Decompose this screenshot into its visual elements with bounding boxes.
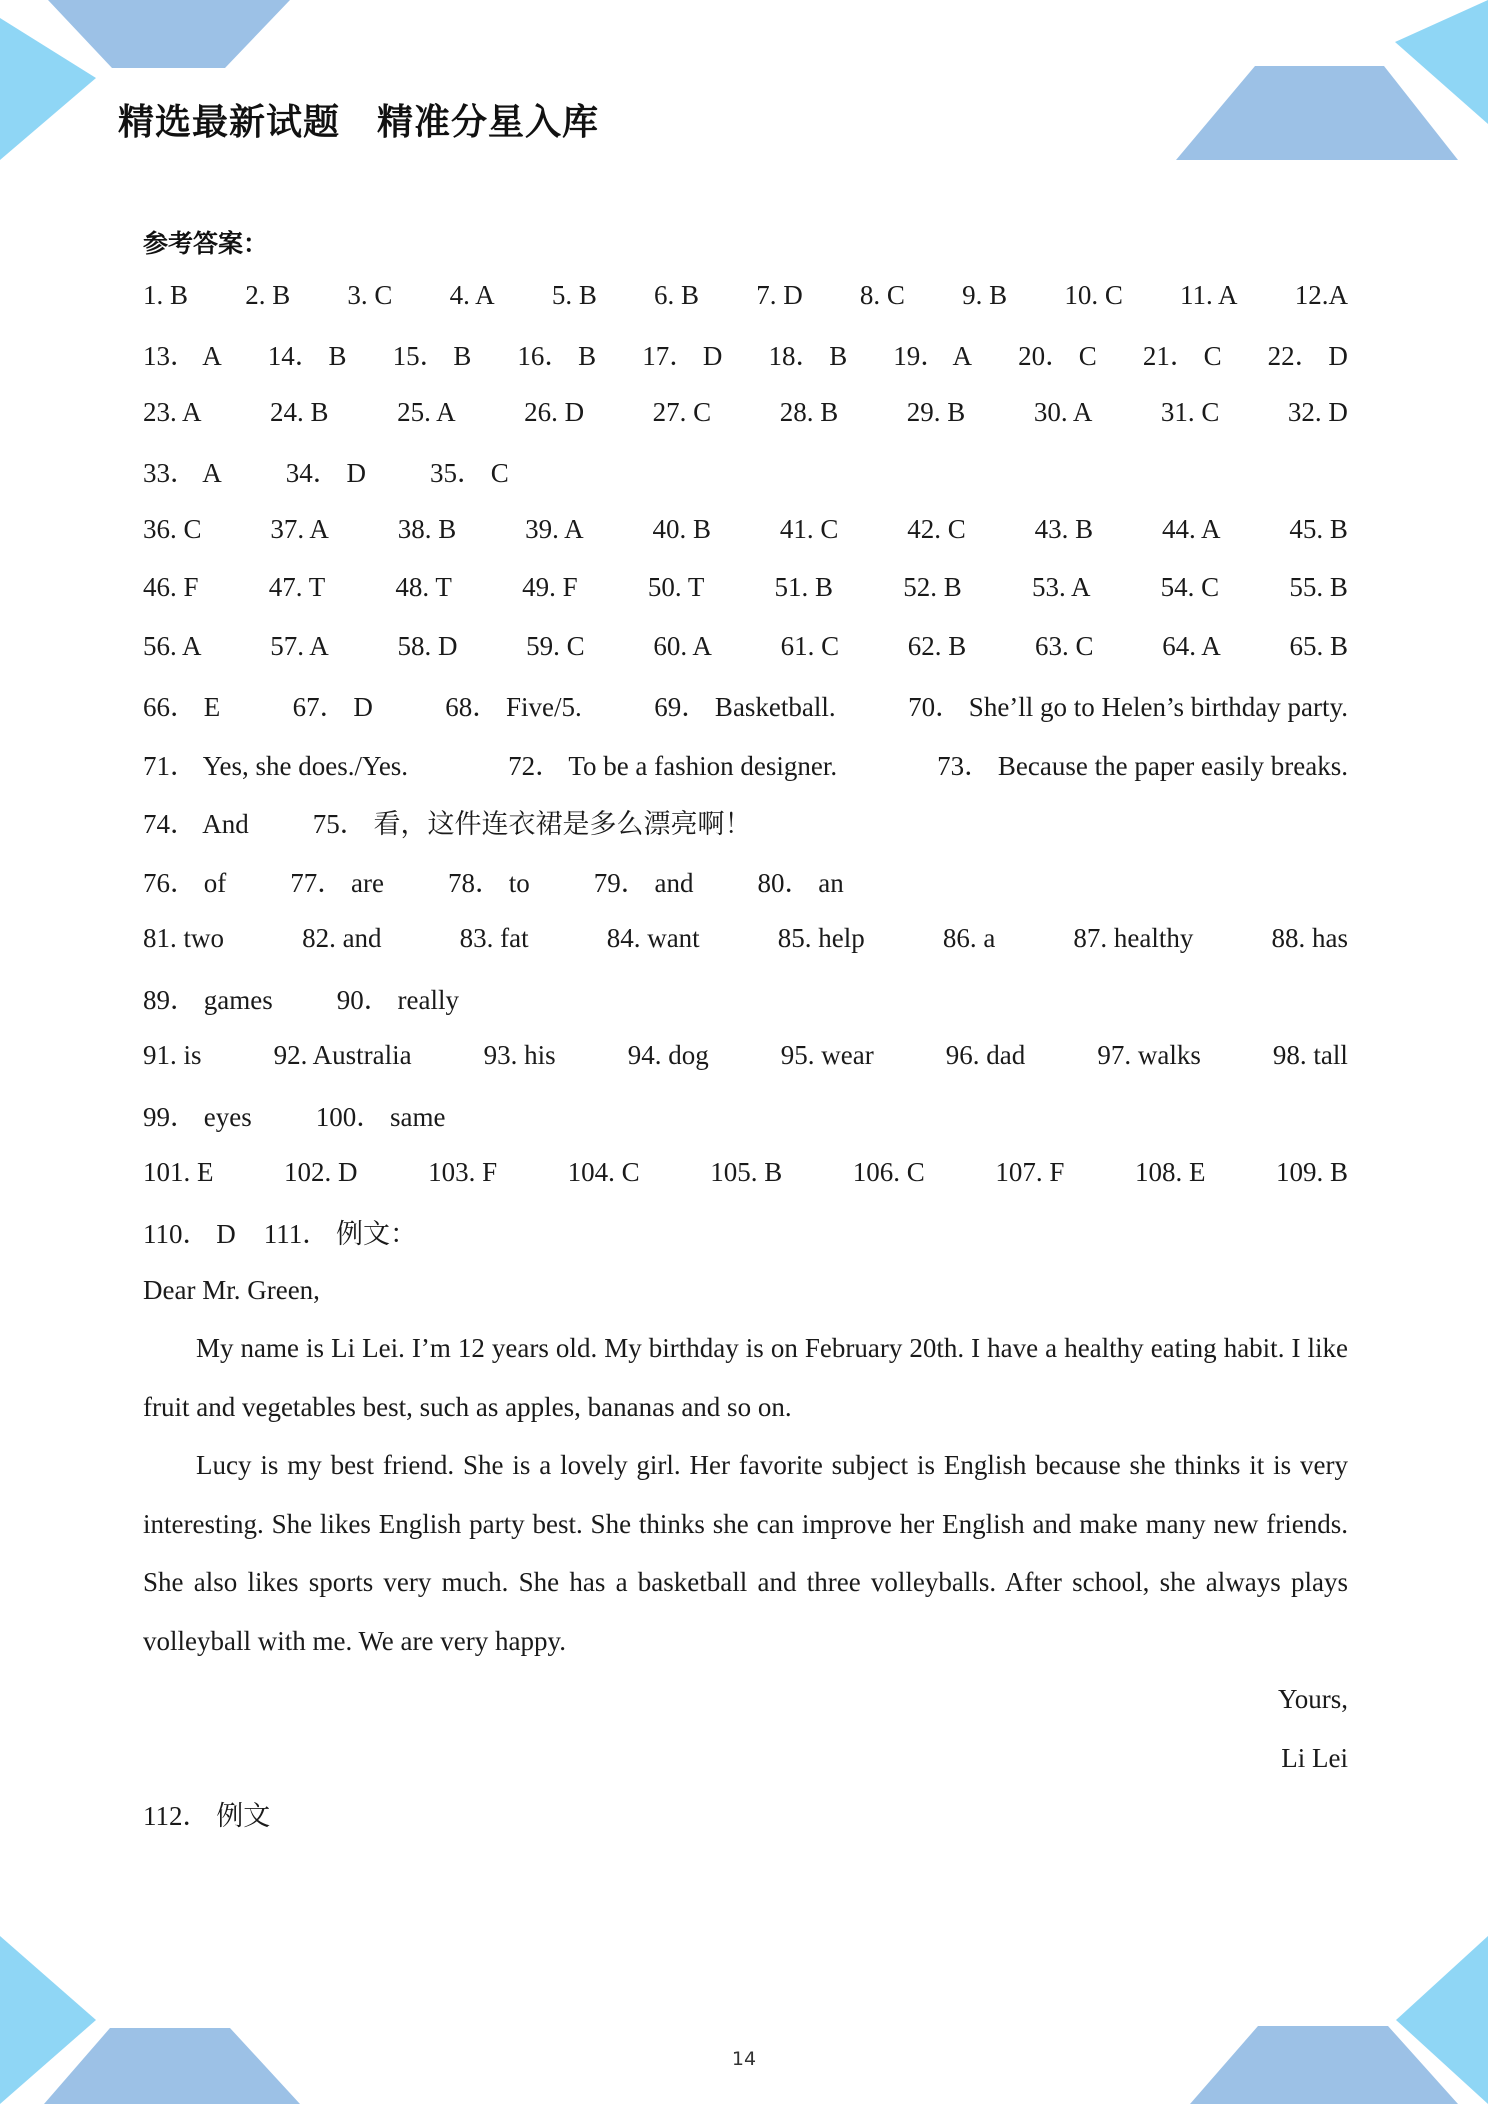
answer-item: 76． of — [143, 867, 227, 898]
answer-item: 106. C — [852, 1157, 925, 1188]
answer-item: 21． C — [1142, 341, 1222, 372]
answer-item: 19． A — [893, 341, 973, 372]
answer-item: 64. A — [1162, 630, 1221, 661]
answer-item: 103. F — [428, 1157, 498, 1188]
answer-item: 51. B — [774, 572, 834, 603]
answer-item: 26. D — [524, 396, 585, 427]
answer-item: 89． games — [143, 984, 273, 1015]
answer-item: 53. A — [1031, 572, 1091, 603]
answer-item: 47. T — [268, 572, 326, 603]
answer-content — [143, 266, 1348, 1846]
answer-row — [143, 266, 1348, 325]
answer-item: 87. healthy — [1073, 923, 1194, 954]
answer-item: 93. his — [483, 1040, 556, 1071]
essay-salutation: Dear Mr. Green, — [143, 1274, 320, 1305]
answer-item: 41. C — [779, 513, 839, 544]
answer-item: 65. B — [1289, 630, 1348, 661]
answer-item: 84. want — [606, 923, 700, 954]
header-title: 精选最新试题 精准分星入库 — [118, 102, 600, 143]
answer-item: 98. tall — [1272, 1040, 1348, 1071]
answer-item: 82. and — [302, 923, 382, 954]
answer-item: 31. C — [1160, 396, 1220, 427]
answer-item: 94. dog — [627, 1040, 709, 1071]
answer-item: 10. C — [1064, 279, 1123, 310]
answer-item: 30. A — [1033, 396, 1093, 427]
answer-item: 13． A — [143, 341, 222, 372]
answer-item: 14． B — [267, 341, 347, 372]
answer-item: 107. F — [995, 1157, 1065, 1188]
answer-item: 71． Yes, she does./Yes. — [143, 750, 409, 781]
answer-item: 81. two — [143, 923, 224, 954]
answer-item: 28. B — [779, 396, 839, 427]
answer-item: 3. C — [347, 279, 393, 310]
answer-item: 99． eyes — [143, 1101, 252, 1132]
answer-item: 2. B — [245, 279, 291, 310]
answer-item: 60. A — [653, 630, 712, 661]
answer-item: 23. A — [143, 396, 202, 427]
answer-item: 44. A — [1162, 513, 1221, 544]
answer-row — [143, 500, 1348, 559]
answer-row — [143, 793, 1348, 852]
answer-item: 73． Because the paper easily breaks. — [937, 750, 1348, 781]
answer-item: 22． D — [1267, 341, 1348, 372]
answer-item: 111． 例文： — [263, 1218, 417, 1249]
answer-item: 102. D — [284, 1157, 358, 1188]
answer-item: 74． And — [143, 809, 249, 840]
answer-item: 61. C — [780, 630, 840, 661]
answer-item: 27. C — [652, 396, 712, 427]
essay-paragraph: My name is Li Lei. I’m 12 years old. My birthday is on February 20th. I have a healthy eating habit. I like fruit and vegetables best, such as apples, bananas and so on. — [143, 1333, 1348, 1422]
answer-item: 1. B — [143, 279, 189, 310]
answer-item: 85. help — [777, 923, 865, 954]
answer-item: 11. A — [1180, 279, 1238, 310]
answer-item: 101. E — [143, 1157, 214, 1188]
decor-trapezoid-top-right — [1176, 66, 1458, 160]
page-number: 14 — [731, 2048, 757, 2070]
decor-triangle-top-left — [0, 18, 96, 160]
answer-list — [143, 266, 1348, 1261]
answer-item: 16． B — [517, 341, 597, 372]
answer-row — [143, 910, 1348, 969]
answer-item: 86. a — [942, 923, 996, 954]
answer-item: 29. B — [906, 396, 966, 427]
answer-row — [143, 968, 1348, 1027]
answer-row — [143, 676, 1348, 735]
answer-row — [143, 734, 1348, 793]
answer-row — [143, 851, 1348, 910]
answer-item: 97. walks — [1097, 1040, 1201, 1071]
answer-row — [143, 1202, 1348, 1261]
answer-item: 12.A — [1294, 279, 1348, 310]
answer-item: 42. C — [907, 513, 966, 544]
answer-item: 109. B — [1275, 1157, 1348, 1188]
answer-item: 110． D — [143, 1218, 236, 1249]
answer-item: 36. C — [143, 513, 202, 544]
answer-item: 55. B — [1289, 572, 1348, 603]
answer-item: 92. Australia — [273, 1040, 412, 1071]
answer-item: 20． C — [1018, 341, 1097, 372]
answer-item: 56. A — [143, 630, 202, 661]
answer-item: 24. B — [270, 396, 329, 427]
answer-item: 4. A — [449, 279, 495, 310]
answer-item: 35． C — [430, 458, 509, 489]
answer-item: 17． D — [642, 341, 723, 372]
answer-item: 5. B — [551, 279, 597, 310]
answer-item: 7. D — [756, 279, 803, 310]
decor-trapezoid-top-left — [48, 0, 290, 68]
answer-item: 91. is — [143, 1040, 202, 1071]
essay-paragraph: Lucy is my best friend. She is a lovely girl. Her favorite subject is English because she thinks it is very interesting. She likes English party best. She thinks she can improve her English and make many new friends. She also likes sports very much. She has a basketball and three volleyballs. After school, she always plays volleyball with me. We are very happy. — [143, 1450, 1348, 1656]
answer-item: 83. fat — [459, 923, 529, 954]
answer-item: 32. D — [1287, 396, 1348, 427]
answer-row — [143, 617, 1348, 676]
answer-item: 80． an — [757, 867, 844, 898]
answer-item: 50. T — [647, 572, 705, 603]
answer-item: 6. B — [654, 279, 700, 310]
answer-item: 43. B — [1034, 513, 1094, 544]
answer-row — [143, 325, 1348, 384]
answer-item: 66． E — [143, 692, 221, 723]
answer-item: 38. B — [397, 513, 457, 544]
answer-item: 90． really — [336, 984, 459, 1015]
answer-item: 96. dad — [945, 1040, 1026, 1071]
answer-item: 68． Five/5. — [445, 692, 582, 723]
answer-item: 67． D — [292, 692, 373, 723]
answer-item: 46. F — [143, 572, 199, 603]
answer-item: 88. has — [1271, 923, 1348, 954]
answers-heading: 参考答案： — [143, 229, 269, 258]
answer-row — [143, 1027, 1348, 1086]
answer-item: 70． She’ll go to Helen’s birthday party. — [908, 692, 1348, 723]
answer-item: 63. C — [1035, 630, 1094, 661]
answer-item: 54. C — [1160, 572, 1220, 603]
answer-item: 57. A — [270, 630, 329, 661]
answer-item: 45. B — [1289, 513, 1348, 544]
answer-item: 18． B — [768, 341, 848, 372]
answer-row — [143, 1144, 1348, 1203]
answer-item: 75． 看，这件连衣裙是多么漂亮啊！ — [312, 809, 752, 840]
answer-item: 33． A — [143, 458, 222, 489]
answer-item: 58. D — [397, 630, 458, 661]
answer-item: 34． D — [285, 458, 367, 489]
answer-item: 9. B — [962, 279, 1008, 310]
answer-item: 95. wear — [780, 1040, 874, 1071]
answer-item: 108. E — [1134, 1157, 1206, 1188]
answer-item: 52. B — [903, 572, 962, 603]
answer-item: 49. F — [522, 572, 578, 603]
answer-item: 37. A — [270, 513, 329, 544]
answer-item: 72． To be a fashion designer. — [508, 750, 838, 781]
answer-item: 105. B — [710, 1157, 783, 1188]
answer-item: 62. B — [907, 630, 967, 661]
answer-row — [143, 442, 1348, 501]
answer-item: 25. A — [397, 396, 456, 427]
answer-item: 104. C — [567, 1157, 640, 1188]
answer-row — [143, 1085, 1348, 1144]
essay-closing: Yours, — [1277, 1684, 1348, 1714]
answer-item: 8. C — [859, 279, 905, 310]
answer-item: 40. B — [652, 513, 712, 544]
answer-item: 77． are — [290, 867, 384, 898]
answer-item: 100． same — [315, 1101, 446, 1132]
answer-item: 69． Basketball. — [654, 692, 836, 723]
answer-item: 48. T — [395, 572, 452, 603]
answer-item: 79． and — [593, 867, 694, 898]
answer-item: 59. C — [526, 630, 585, 661]
answer-item: 78． to — [447, 867, 530, 898]
final-item: 112． 例文 — [143, 1801, 271, 1831]
answer-item: 39. A — [525, 513, 584, 544]
essay-signature: Li Lei — [1281, 1742, 1348, 1773]
answer-row — [143, 383, 1348, 442]
answer-item: 15． B — [392, 341, 472, 372]
answer-row — [143, 559, 1348, 618]
